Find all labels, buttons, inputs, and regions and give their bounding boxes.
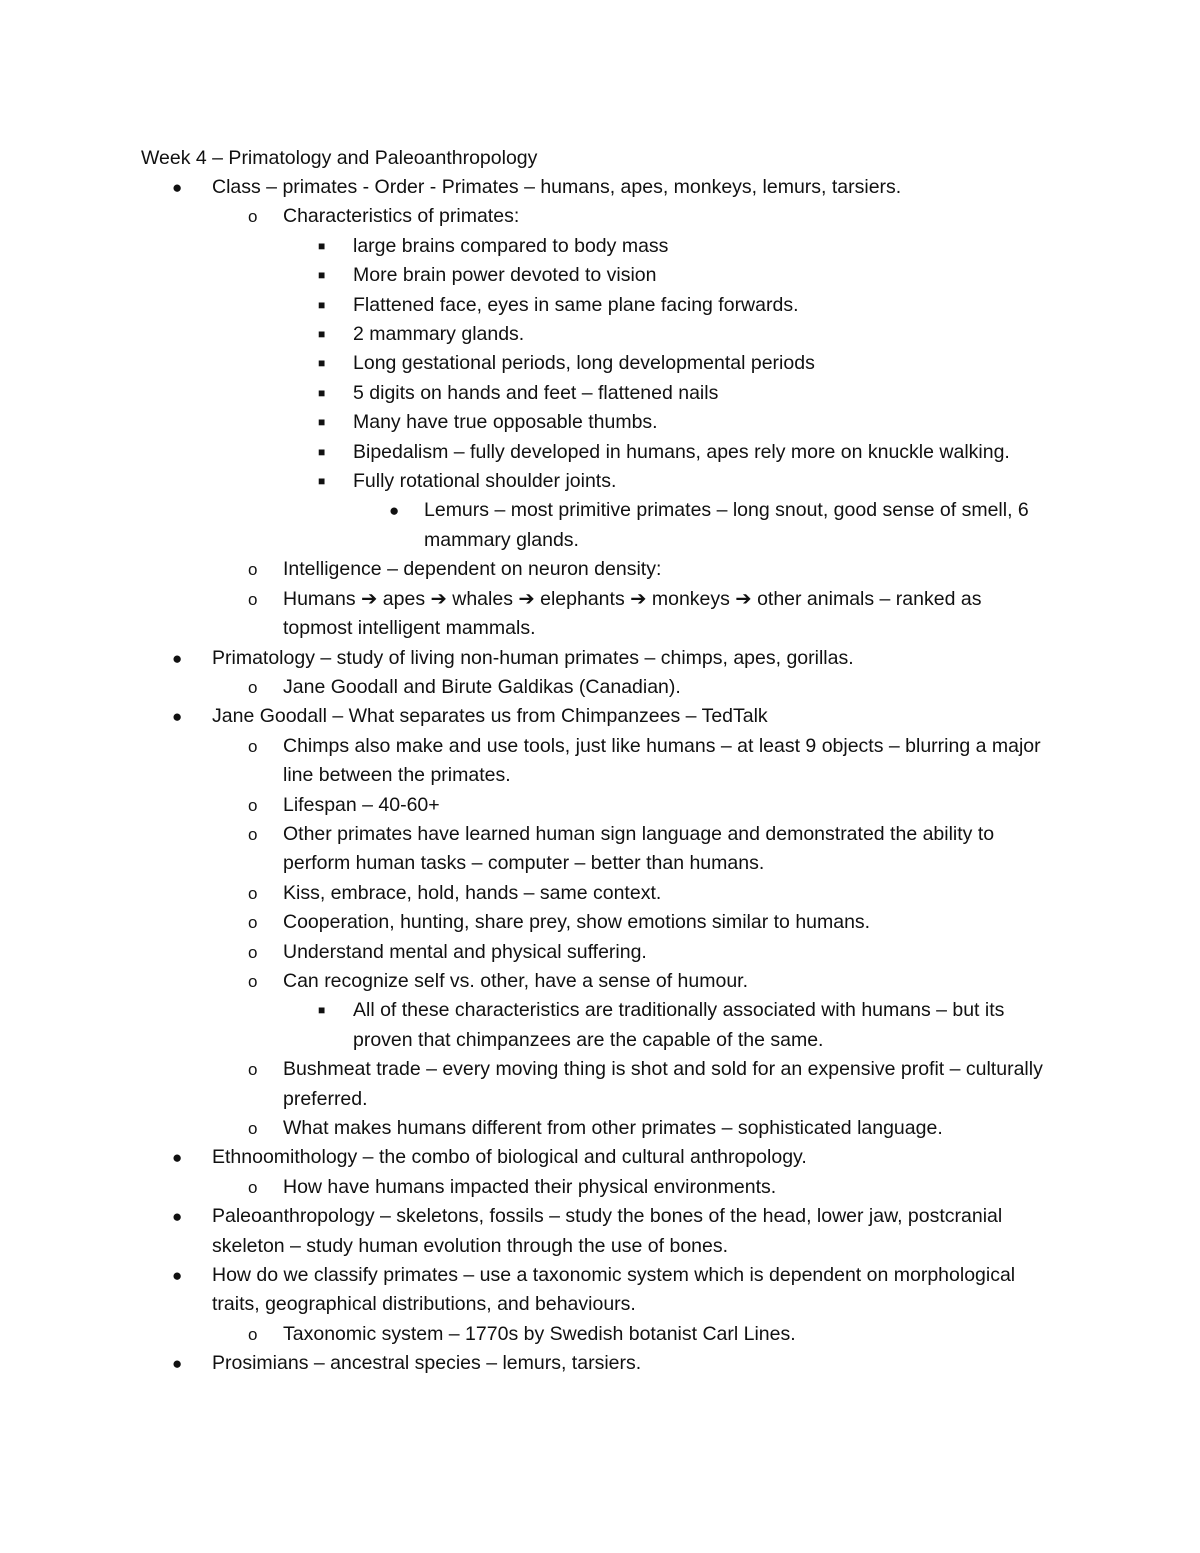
bullet-marker-icon: ●: [172, 1266, 183, 1286]
outline-item-level-1: [0, 1261, 1052, 1320]
bullet-marker-icon: ■: [318, 268, 326, 283]
bullet-marker-icon: ■: [318, 415, 326, 430]
outline-item-level-2: [0, 1173, 1052, 1202]
outline-item-text: Lemurs – most primitive primates – long snout, good sense of smell, 6 mammary glands.: [424, 499, 1029, 551]
outline-item-level-2: [0, 879, 1052, 908]
outline-item-text: What makes humans different from other primates – sophisticated language.: [283, 1117, 943, 1139]
outline-item-level-2: [0, 820, 1052, 879]
bullet-marker-icon: o: [248, 1177, 258, 1197]
outline-item-level-2: [0, 202, 1052, 231]
bullet-marker-icon: o: [248, 1119, 258, 1138]
outline-item-text: Other primates have learned human sign language and demonstrated the ability to perform human tasks – computer – better than humans.: [283, 822, 995, 875]
outline-list: [0, 173, 1200, 1379]
outline-item-text: Humans ➔ apes ➔ whales ➔ elephants ➔ monkeys ➔ other animals – ranked as topmost intelligent mammals.: [283, 587, 982, 640]
outline-item-level-2: [0, 585, 1052, 644]
outline-item-level-3: [0, 379, 1052, 408]
outline-item-level-3: [0, 291, 1052, 320]
bullet-marker-icon: o: [248, 589, 258, 609]
bullet-marker-icon: o: [248, 677, 258, 697]
bullet-marker-icon: ■: [318, 327, 326, 342]
outline-item-text: Can recognize self vs. other, have a sense of humour.: [283, 969, 749, 992]
outline-item-text: Characteristics of primates:: [283, 205, 520, 228]
bullet-marker-icon: ■: [318, 385, 326, 400]
outline-item-level-2: [0, 791, 1052, 820]
outline-item-text: Long gestational periods, long developmental periods: [353, 352, 815, 375]
bullet-marker-icon: o: [248, 942, 258, 962]
outline-item-level-2: [0, 673, 1052, 702]
outline-item-text: Ethnoomithology – the combo of biological and cultural anthropology.: [212, 1146, 807, 1169]
outline-item-text: Understand mental and physical suffering.: [283, 940, 647, 963]
bullet-marker-icon: ■: [318, 474, 326, 489]
bullet-marker-icon: ■: [318, 444, 326, 459]
outline-item-text: More brain power devoted to vision: [353, 264, 657, 287]
outline-item-text: Taxonomic system – 1770s by Swedish botanist Carl Lines.: [283, 1322, 796, 1345]
bullet-marker-icon: ■: [318, 238, 326, 253]
outline-item-level-1: [0, 1202, 1052, 1261]
bullet-marker-icon: ●: [389, 501, 400, 521]
outline-item-level-3: [0, 320, 1052, 349]
outline-item-level-2: [0, 908, 1052, 937]
outline-item-level-3: [0, 438, 1052, 467]
outline-item-level-2: [0, 1055, 1052, 1114]
outline-item-level-1: [0, 173, 1052, 202]
outline-item-level-2: [0, 938, 1052, 967]
bullet-marker-icon: ●: [172, 178, 183, 197]
outline-item-text: Kiss, embrace, hold, hands – same context.: [283, 881, 662, 904]
bullet-marker-icon: ■: [318, 1003, 326, 1018]
outline-item-level-3: [0, 408, 1052, 437]
outline-item-level-2: [0, 1320, 1052, 1349]
outline-item-level-3: [0, 349, 1052, 378]
bullet-marker-icon: ■: [318, 297, 326, 312]
outline-item-level-3: [0, 467, 1052, 496]
bullet-marker-icon: o: [248, 913, 258, 933]
bullet-marker-icon: o: [248, 824, 258, 844]
outline-item-text: Bushmeat trade – every moving thing is shot and sold for an expensive profit – culturally preferred.: [283, 1058, 1043, 1110]
outline-item-text: Paleoanthropology – skeletons, fossils – study the bones of the head, lower jaw, postcranial skeleton – study human evolution through the use of bones.: [212, 1205, 1003, 1257]
bullet-marker-icon: o: [248, 560, 258, 580]
outline-item-text: Class – primates - Order - Primates – humans, apes, monkeys, lemurs, tarsiers.: [212, 176, 902, 198]
bullet-marker-icon: ●: [172, 707, 183, 727]
outline-item-level-1: [0, 1143, 1052, 1172]
outline-item-level-3: [0, 232, 1052, 261]
bullet-marker-icon: o: [248, 736, 258, 756]
outline-item-level-1: [0, 644, 1052, 673]
bullet-marker-icon: ●: [172, 1148, 183, 1168]
outline-item-level-3: [0, 996, 1052, 1055]
outline-item-text: Lifespan – 40-60+: [283, 793, 440, 816]
bullet-marker-icon: o: [248, 795, 258, 815]
bullet-marker-icon: o: [248, 207, 258, 227]
outline-item-text: All of these characteristics are traditionally associated with humans – but its proven that chimpanzees are the capable of the same.: [353, 999, 1005, 1051]
outline-item-level-1: [0, 1349, 1052, 1378]
outline-item-text: 5 digits on hands and feet – flattened nails: [353, 381, 719, 404]
outline-item-level-1: [0, 702, 1052, 731]
bullet-marker-icon: o: [248, 1060, 258, 1080]
outline-item-text: 2 mammary glands.: [353, 323, 525, 346]
outline-item-text: Prosimians – ancestral species – lemurs, tarsiers.: [212, 1352, 642, 1375]
outline-item-level-4: [0, 496, 1052, 555]
bullet-marker-icon: ●: [172, 1207, 183, 1227]
bullet-marker-icon: ●: [172, 1354, 183, 1374]
outline-item-text: Many have true opposable thumbs.: [353, 411, 658, 434]
outline-item-text: Primatology – study of living non-human primates – chimps, apes, gorillas.: [212, 646, 854, 669]
outline-item-text: Jane Goodall – What separates us from Chimpanzees – TedTalk: [212, 705, 768, 728]
outline-item-level-2: [0, 967, 1052, 996]
outline-item-level-2: [0, 732, 1052, 791]
bullet-marker-icon: o: [248, 883, 258, 903]
outline-item-text: How do we classify primates – use a taxonomic system which is dependent on morphological traits, geographical distributions, and behaviours.: [212, 1264, 1016, 1316]
bullet-marker-icon: o: [248, 971, 258, 991]
outline-item-text: Bipedalism – fully developed in humans, apes rely more on knuckle walking.: [353, 440, 1010, 463]
outline-item-text: Flattened face, eyes in same plane facing forwards.: [353, 293, 799, 316]
bullet-marker-icon: o: [248, 1324, 258, 1344]
document-title: Week 4 – Primatology and Paleoanthropology: [141, 147, 538, 169]
outline-item-level-2: [0, 555, 1052, 584]
outline-item-text: Fully rotational shoulder joints.: [353, 470, 617, 493]
outline-item-level-2: [0, 1114, 1052, 1143]
bullet-marker-icon: ■: [318, 356, 326, 371]
outline-item-text: large brains compared to body mass: [353, 234, 669, 257]
outline-item-text: Cooperation, hunting, share prey, show emotions similar to humans.: [283, 911, 871, 934]
outline-item-level-3: [0, 261, 1052, 290]
outline-item-text: Chimps also make and use tools, just like humans – at least 9 objects – blurring a major line between the primates.: [283, 734, 1041, 787]
outline-item-text: Intelligence – dependent on neuron density:: [283, 558, 662, 581]
outline-item-text: Jane Goodall and Birute Galdikas (Canadian).: [283, 675, 681, 698]
outline-item-text: How have humans impacted their physical environments.: [283, 1175, 777, 1198]
bullet-marker-icon: ●: [172, 648, 183, 668]
